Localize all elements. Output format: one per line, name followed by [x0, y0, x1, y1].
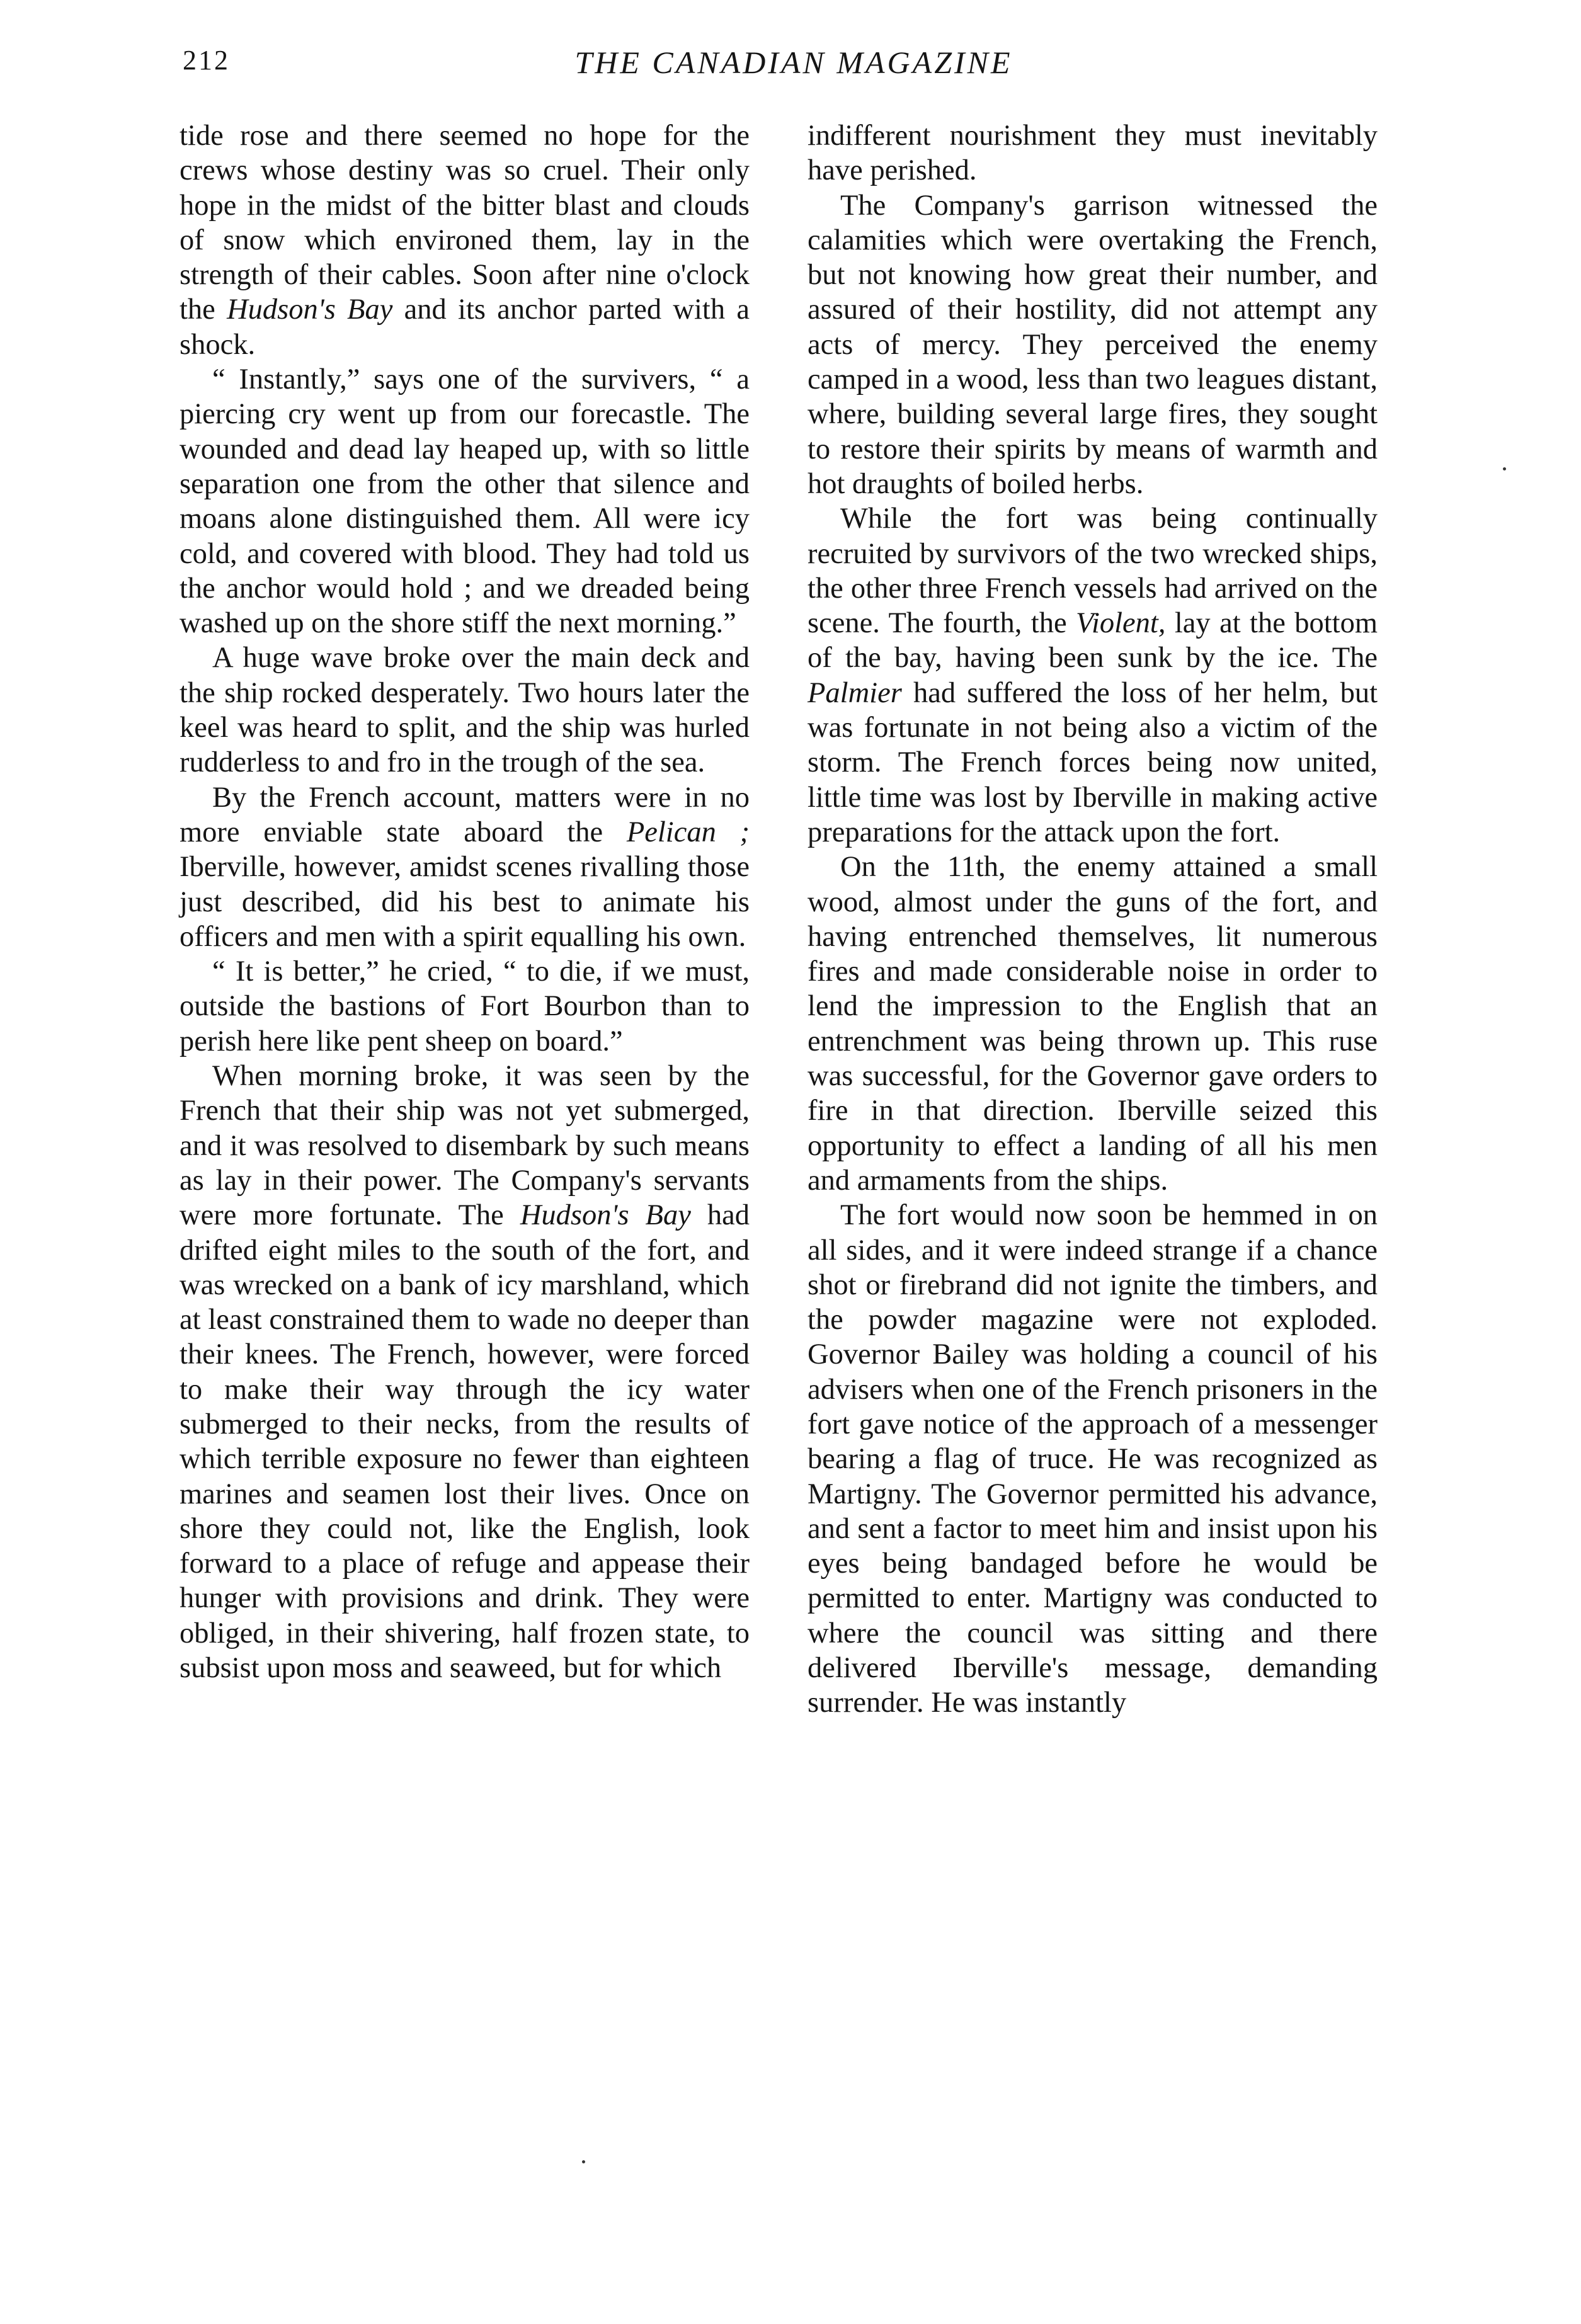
ship-name: Palmier [808, 676, 902, 709]
left-column [180, 118, 750, 1685]
right-column [808, 118, 1378, 1721]
ship-name: Hudson's Bay [227, 293, 393, 326]
paragraph: “ Instantly,” says one of the survivers, “ a piercing cry went up from our forecastle. The wounded and dead lay heaped up, with so little separation one from the other that silence and moans alone distinguished them. All were icy cold, and covered with blood. They had told us the anchor would hold ; and we dreaded being washed up on the shore stiff the next morning.” [180, 363, 750, 640]
running-title: THE CANADIAN MAGAZINE [574, 45, 1013, 80]
paragraph: While the fort was being continually recruited by survivors of the two wrecked ships, the other three French vessels had arrived on the scene. The fourth, the Violent, lay at the bottom of the bay, having been sunk by the ice. The Palmier had suffered the loss of her helm, but was fortunate in not being also a victim of the storm. The French forces being now united, little time was lost by Iberville in making active preparations for the attack upon the fort. [808, 503, 1378, 848]
ship-name: Pelican ; [626, 816, 750, 848]
speck [1503, 467, 1506, 470]
paragraph: “ It is better,” he cried, “ to die, if we must, outside the bastions of Fort Bourbon than to perish here like pent sheep on board.” [180, 955, 750, 1057]
paragraph: When morning broke, it was seen by the French that their ship was not yet submerged, and it was resolved to disembark by such means as lay in their power. The Company's servants were more fortunate. The Hudson's Bay had drifted eight miles to the south of the fort, and was wrecked on a bank of icy marshland, which at least constrained them to wade no deeper than their knees. The French, however, were forced to make their way through the icy water submerged to their necks, from the results of which terrible exposure no fewer than eighteen marines and seamen lost their lives. Once on shore they could not, like the English, look forward to a place of refuge and appease their hunger with provisions and drink. They were obliged, in their shivering, half frozen state, to subsist upon moss and seaweed, but for which [180, 1060, 750, 1685]
paragraph: indifferent nourishment they must inevitably have perished. [808, 120, 1378, 187]
paragraph: tide rose and there seemed no hope for the crews whose destiny was so cruel. Their only hope in the midst of the bitter blast and clouds of snow which environed them, lay in the strength of their cables. Soon after nine o'clock the Hudson's Bay and its anchor parted with a shock. [180, 120, 750, 361]
page-number: 212 [183, 45, 230, 76]
paragraph: By the French account, matters were in no more enviable state aboard the Pelican ; Iberville, however, amidst scenes rivalling those just described, did his best to animate his officers and men with a spirit equalling his own. [180, 781, 750, 953]
paragraph: The fort would now soon be hemmed in on all sides, and it were indeed strange if a chance shot or firebrand did not ignite the timbers, and the powder magazine were not exploded. Governor Bailey was holding a council of his advisers when one of the French prisoners in the fort gave notice of the approach of a messenger bearing a flag of truce. He was recognized as Martigny. The Governor permitted his advance, and sent a factor to meet him and insist upon his eyes being bandaged before he would be permitted to enter. Martigny was conducted to where the council was sitting and there delivered Iberville's message, demanding surrender. He was instantly [808, 1199, 1378, 1719]
paragraph: A huge wave broke over the main deck and the ship rocked desperately. Two hours later the keel was heard to split, and the ship was hurled rudderless to and fro in the trough of the sea. [180, 642, 750, 779]
paragraph: The Company's garrison witnessed the calamities which were overtaking the French, but not knowing how great their number, and assured of their hostility, did not attempt any acts of mercy. They perceived the enemy camped in a wood, less than two leagues distant, where, building several large fires, they sought to restore their spirits by means of warmth and hot draughts of boiled herbs. [808, 189, 1378, 500]
speck [582, 2160, 585, 2163]
paragraph: On the 11th, the enemy attained a small wood, almost under the guns of the fort, and having entrenched themselves, lit numerous fires and made considerable noise in order to lend the impression to the English that an entrenchment was being thrown up. This ruse was successful, for the Governor gave orders to fire in that direction. Iberville seized this opportunity to effect a landing of all his men and armaments from the ships. [808, 851, 1378, 1197]
ship-name: Violent, [1076, 607, 1166, 640]
ship-name: Hudson's Bay [520, 1199, 691, 1232]
